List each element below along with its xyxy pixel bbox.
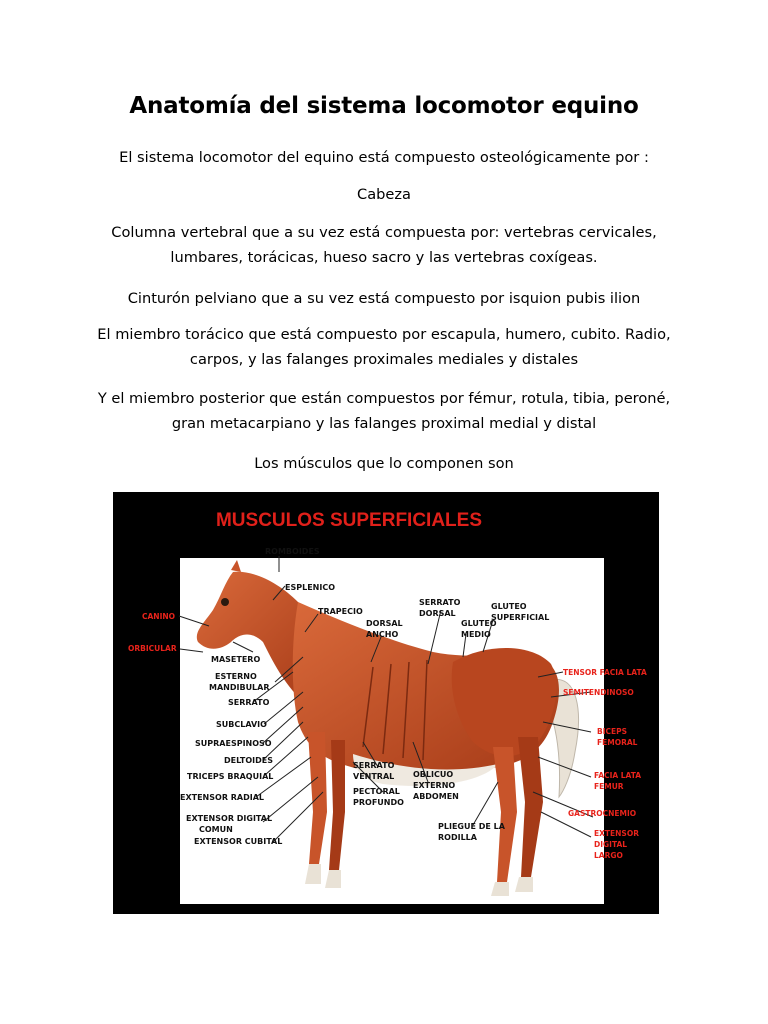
label-ext-cubital: EXTENSOR CUBITAL bbox=[194, 837, 283, 846]
label-serrato-ventral-1: SERRATO bbox=[353, 761, 395, 770]
label-gluteo-medio-2: MEDIO bbox=[461, 630, 491, 639]
eye-icon bbox=[221, 598, 229, 606]
label-biceps-2: FEMORAL bbox=[597, 738, 638, 747]
paragraph-cinturon: Cinturón pelviano que a su vez está compuesto por isquion pubis ilion bbox=[127, 290, 641, 307]
label-orbicular: ORBICULAR bbox=[128, 644, 177, 653]
label-tensor: TENSOR FACIA LATA bbox=[563, 668, 647, 677]
paragraph-cabeza: Cabeza bbox=[357, 186, 411, 203]
label-supraespinoso: SUPRAESPINOSO bbox=[195, 739, 272, 748]
label-pliegue-1: PLIEGUE DE LA bbox=[438, 822, 505, 831]
paragraph-musculos: Los músculos que lo componen son bbox=[254, 455, 514, 472]
label-pectoral-2: PROFUNDO bbox=[353, 798, 404, 807]
label-ext-digital-1: EXTENSOR DIGITAL bbox=[186, 814, 273, 823]
label-trapecio: TRAPECIO bbox=[318, 607, 363, 616]
label-dorsal-ancho-1: DORSAL bbox=[366, 619, 403, 628]
paragraph-columna: Columna vertebral que a su vez está compuesta por: vertebras cervicales, lumbares, torácicas, hueso sacro y las vertebras coxígeas. bbox=[111, 224, 657, 266]
label-serrato-dorsal-1: SERRATO bbox=[419, 598, 461, 607]
label-dorsal-ancho-2: ANCHO bbox=[366, 630, 399, 639]
label-serrato-ventral-2: VENTRAL bbox=[353, 772, 395, 781]
document-title: Anatomía del sistema locomotor equino bbox=[129, 93, 639, 119]
label-oblicuo-2: EXTERNO bbox=[413, 781, 456, 790]
label-serrato-dorsal-2: DORSAL bbox=[419, 609, 456, 618]
muscle-figure bbox=[113, 492, 659, 914]
label-ext-radial: EXTENSOR RADIAL bbox=[180, 793, 265, 802]
label-ext-largo-3: LARGO bbox=[594, 851, 623, 860]
label-canino: CANINO bbox=[142, 612, 176, 621]
label-biceps-1: BICEPS bbox=[597, 727, 628, 736]
label-serrato: SERRATO bbox=[228, 698, 270, 707]
label-facia-1: FACIA LATA bbox=[594, 771, 642, 780]
label-semitendinoso: SEMITENDINOSO bbox=[563, 688, 634, 697]
muscle-diagram bbox=[113, 492, 659, 914]
paragraph-miembro-posterior: Y el miembro posterior que están compuestos por fémur, rotula, tibia, peroné, gran metacarpiano y las falanges proximal medial y distal bbox=[97, 390, 671, 432]
label-romboides: ROMBOIDES bbox=[265, 547, 320, 556]
label-facia-2: FEMUR bbox=[594, 782, 624, 791]
label-ext-largo-2: DIGITAL bbox=[594, 840, 628, 849]
label-masetero: MASETERO bbox=[211, 655, 261, 664]
label-subclavio: SUBCLAVIO bbox=[216, 720, 267, 729]
label-esterno-1: ESTERNO bbox=[215, 672, 257, 681]
label-esterno-2: MANDIBULAR bbox=[209, 683, 270, 692]
label-ext-digital-2: COMUN bbox=[199, 825, 233, 834]
label-pectoral-1: PECTORAL bbox=[353, 787, 400, 796]
label-deltoides: DELTOIDES bbox=[224, 756, 273, 765]
label-triceps: TRICEPS BRAQUIAL bbox=[187, 772, 274, 781]
label-gluteo-medio-1: GLUTEO bbox=[461, 619, 497, 628]
figure-title: MUSCULOS SUPERFICIALES bbox=[215, 510, 483, 531]
label-gastrocnemio: GASTROCNEMIO bbox=[568, 809, 637, 818]
label-gluteo-sup-1: GLUTEO bbox=[491, 602, 527, 611]
label-oblicuo-3: ABDOMEN bbox=[413, 792, 459, 801]
paragraph-miembro-toracico: El miembro torácico que está compuesto por escapula, humero, cubito. Radio, carpos, y las falanges proximales mediales y distales bbox=[97, 326, 671, 368]
label-gluteo-sup-2: SUPERFICIAL bbox=[491, 613, 550, 622]
label-esplenico: ESPLENICO bbox=[285, 583, 335, 592]
label-ext-largo-1: EXTENSOR bbox=[594, 829, 639, 838]
label-pliegue-2: RODILLA bbox=[438, 833, 477, 842]
paragraph-intro: El sistema locomotor del equino está compuesto osteológicamente por : bbox=[119, 149, 649, 166]
label-oblicuo-1: OBLICUO bbox=[413, 770, 454, 779]
